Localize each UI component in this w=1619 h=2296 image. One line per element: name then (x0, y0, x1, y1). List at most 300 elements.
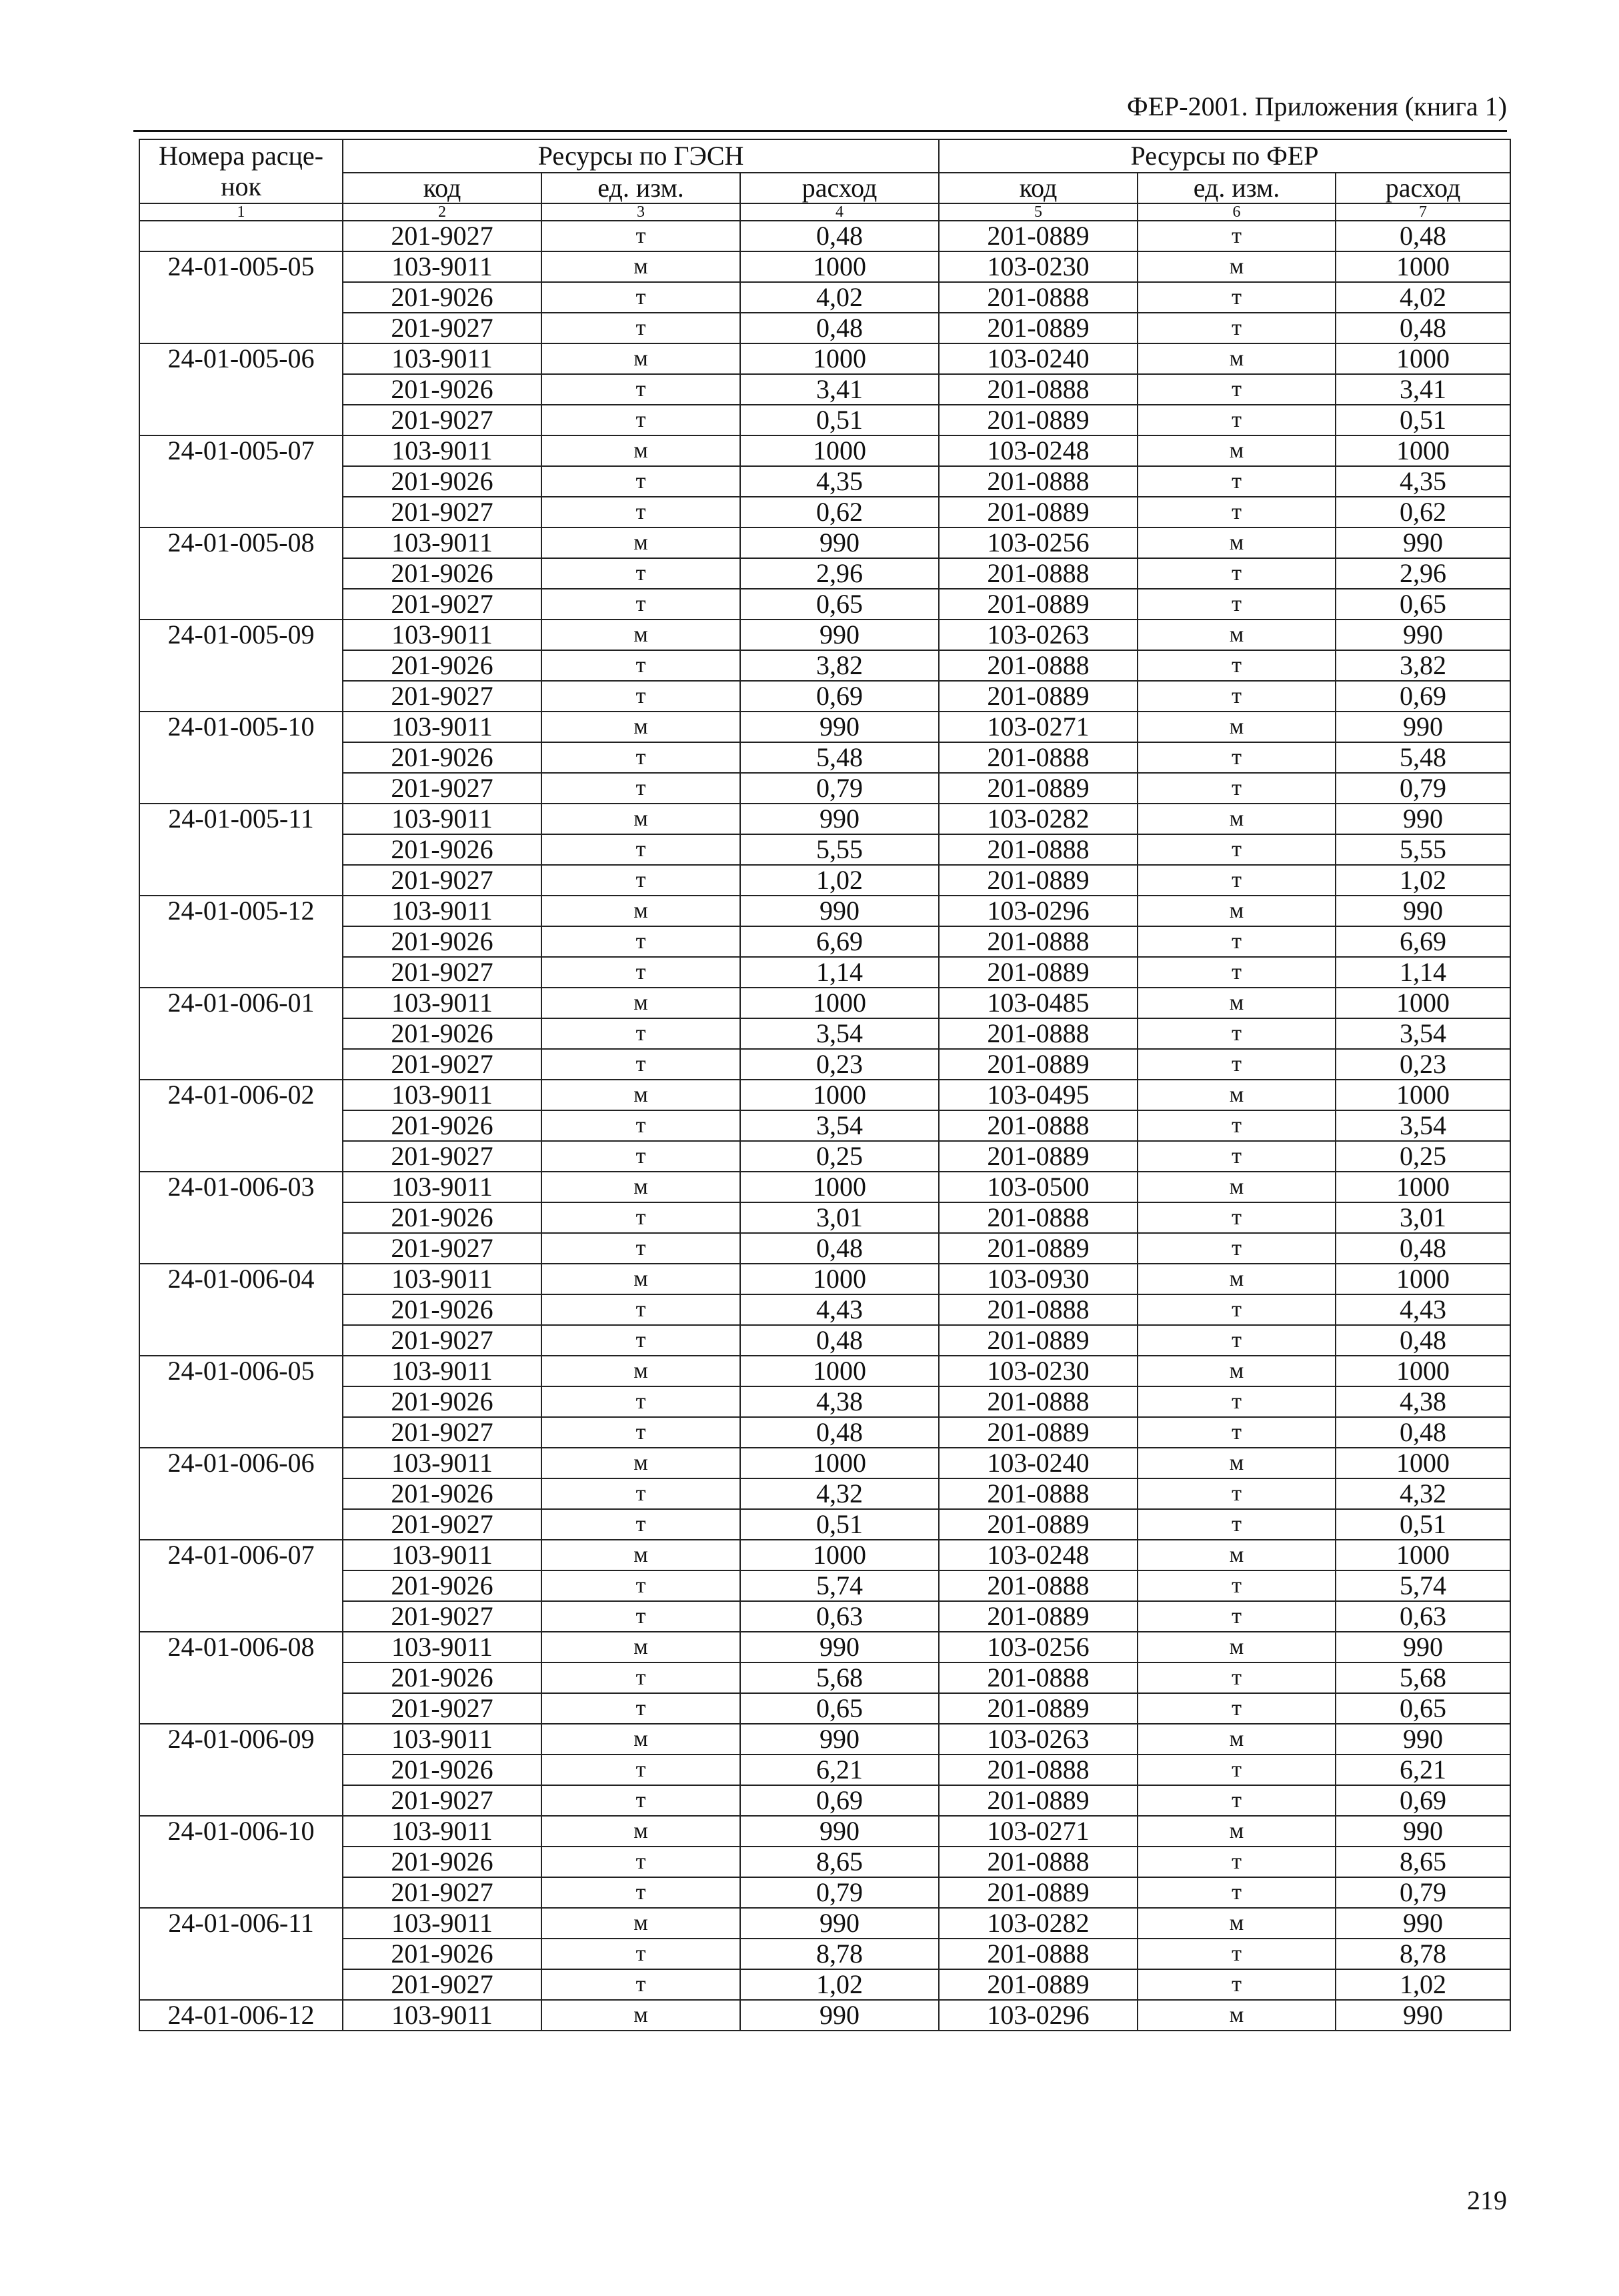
gesn-unit-cell: т (541, 650, 740, 681)
gesn-code-cell: 201-9026 (343, 650, 541, 681)
gesn-unit-cell: т (541, 1417, 740, 1448)
table-row (139, 1233, 1510, 1264)
gesn-unit-cell: т (541, 1693, 740, 1724)
gesn-code-cell: 201-9026 (343, 1570, 541, 1601)
table-row (139, 313, 1510, 343)
gesn-code-cell: 201-9027 (343, 221, 541, 251)
gesn-unit-cell: т (541, 1202, 740, 1233)
fer-unit-cell: т (1138, 1233, 1336, 1264)
gesn-code-cell: 103-9011 (343, 2000, 541, 2031)
gesn-amount-cell: 8,65 (740, 1847, 939, 1877)
fer-amount-cell: 3,82 (1336, 650, 1510, 681)
table-row (139, 1448, 1510, 1478)
gesn-unit-cell: м (541, 1540, 740, 1570)
fer-unit-cell: т (1138, 1939, 1336, 1969)
fer-unit-header: ед. изм. (1138, 173, 1336, 203)
gesn-unit-cell: м (541, 712, 740, 742)
fer-code-cell: 201-0889 (939, 497, 1138, 527)
gesn-code-cell: 201-9027 (343, 957, 541, 988)
table-row (139, 773, 1510, 804)
rate-number-cell: 24-01-006-01 (139, 988, 343, 1018)
gesn-amount-cell: 0,48 (740, 1417, 939, 1448)
gesn-amount-cell: 4,35 (740, 466, 939, 497)
gesn-amount-cell: 0,79 (740, 773, 939, 804)
fer-unit-cell: т (1138, 1294, 1336, 1325)
gesn-amount-cell: 0,51 (740, 1509, 939, 1540)
gesn-unit-cell: т (541, 1018, 740, 1049)
gesn-code-cell: 103-9011 (343, 251, 541, 282)
fer-code-cell: 201-0888 (939, 1570, 1138, 1601)
fer-unit-cell: м (1138, 343, 1336, 374)
rate-number-cell-empty (139, 1847, 343, 1877)
fer-resources-header: Ресурсы по ФЕР (939, 139, 1510, 173)
fer-amount-cell: 4,32 (1336, 1478, 1510, 1509)
gesn-unit-cell: т (541, 221, 740, 251)
gesn-unit-cell: т (541, 1601, 740, 1632)
gesn-amount-cell: 0,69 (740, 681, 939, 712)
gesn-amount-cell: 0,23 (740, 1049, 939, 1080)
gesn-unit-cell: т (541, 1570, 740, 1601)
gesn-amount-cell: 3,54 (740, 1018, 939, 1049)
gesn-amount-cell: 0,25 (740, 1141, 939, 1172)
gesn-amount-cell: 1000 (740, 1356, 939, 1386)
rate-number-cell-empty (139, 313, 343, 343)
gesn-amount-cell: 1000 (740, 343, 939, 374)
gesn-amount-cell: 0,48 (740, 1233, 939, 1264)
fer-code-cell: 103-0485 (939, 988, 1138, 1018)
table-row (139, 1939, 1510, 1969)
rate-number-cell-empty (139, 497, 343, 527)
page-header-title: ФЕР-2001. Приложения (книга 1) (1127, 91, 1507, 121)
gesn-amount-cell: 990 (740, 1632, 939, 1662)
fer-code-cell: 201-0888 (939, 1202, 1138, 1233)
fer-unit-cell: м (1138, 1816, 1336, 1847)
table-head-row-2 (139, 173, 1510, 203)
table-row (139, 1417, 1510, 1448)
fer-amount-cell: 3,01 (1336, 1202, 1510, 1233)
gesn-amount-cell: 1000 (740, 251, 939, 282)
gesn-amount-cell: 4,38 (740, 1386, 939, 1417)
gesn-unit-cell: м (541, 1356, 740, 1386)
gesn-code-cell: 201-9027 (343, 1877, 541, 1908)
gesn-amount-cell: 6,21 (740, 1755, 939, 1785)
fer-unit-cell: т (1138, 1662, 1336, 1693)
gesn-code-cell: 201-9027 (343, 773, 541, 804)
fer-unit-cell: м (1138, 988, 1336, 1018)
table-row (139, 1877, 1510, 1908)
rate-number-cell: 24-01-005-09 (139, 620, 343, 650)
gesn-amount-cell: 0,65 (740, 1693, 939, 1724)
fer-code-cell: 201-0888 (939, 742, 1138, 773)
gesn-code-cell: 103-9011 (343, 1448, 541, 1478)
gesn-unit-cell: т (541, 1785, 740, 1816)
table-row (139, 527, 1510, 558)
fer-amount-cell: 0,51 (1336, 405, 1510, 435)
fer-code-cell: 103-0296 (939, 2000, 1138, 2031)
gesn-amount-cell: 990 (740, 1724, 939, 1755)
table-row (139, 804, 1510, 834)
table-row (139, 1509, 1510, 1540)
fer-amount-cell: 1000 (1336, 1540, 1510, 1570)
rate-number-cell (139, 221, 343, 251)
table-row (139, 1049, 1510, 1080)
gesn-amount-cell: 990 (740, 527, 939, 558)
fer-unit-cell: м (1138, 804, 1336, 834)
fer-unit-cell: т (1138, 282, 1336, 313)
gesn-unit-cell: м (541, 1908, 740, 1939)
fer-code-cell: 103-0282 (939, 804, 1138, 834)
fer-unit-cell: м (1138, 1908, 1336, 1939)
fer-unit-cell: м (1138, 1724, 1336, 1755)
fer-amount-cell: 0,48 (1336, 221, 1510, 251)
gesn-unit-cell: м (541, 1172, 740, 1202)
table-row (139, 1110, 1510, 1141)
fer-unit-cell: т (1138, 650, 1336, 681)
table-row (139, 497, 1510, 527)
fer-amount-cell: 990 (1336, 2000, 1510, 2031)
fer-amount-cell: 0,63 (1336, 1601, 1510, 1632)
gesn-amount-cell: 3,82 (740, 650, 939, 681)
table-row (139, 282, 1510, 313)
rate-number-cell-empty (139, 558, 343, 589)
gesn-code-cell: 201-9026 (343, 834, 541, 865)
fer-unit-cell: м (1138, 620, 1336, 650)
fer-code-cell: 201-0889 (939, 1325, 1138, 1356)
fer-code-cell: 201-0889 (939, 1141, 1138, 1172)
fer-unit-cell: м (1138, 896, 1336, 926)
table-row (139, 865, 1510, 896)
gesn-unit-cell: т (541, 1233, 740, 1264)
fer-code-cell: 201-0888 (939, 1755, 1138, 1785)
rate-number-cell-empty (139, 742, 343, 773)
fer-amount-cell: 0,79 (1336, 1877, 1510, 1908)
gesn-amount-cell: 1,02 (740, 1969, 939, 2000)
table-row (139, 1908, 1510, 1939)
gesn-code-cell: 201-9026 (343, 1939, 541, 1969)
page-number: 219 (1467, 2185, 1507, 2215)
gesn-amount-cell: 1000 (740, 1448, 939, 1478)
gesn-code-cell: 201-9027 (343, 1141, 541, 1172)
gesn-unit-cell: м (541, 1724, 740, 1755)
fer-unit-cell: м (1138, 712, 1336, 742)
rate-number-cell: 24-01-006-11 (139, 1908, 343, 1939)
fer-amount-cell: 3,41 (1336, 374, 1510, 405)
gesn-unit-cell: т (541, 374, 740, 405)
fer-unit-cell: м (1138, 2000, 1336, 2031)
gesn-unit-cell: м (541, 1264, 740, 1294)
fer-code-cell: 103-0248 (939, 435, 1138, 466)
rate-number-cell-empty (139, 1110, 343, 1141)
fer-unit-cell: т (1138, 773, 1336, 804)
fer-amount-cell: 990 (1336, 1632, 1510, 1662)
gesn-amount-cell: 6,69 (740, 926, 939, 957)
gesn-unit-cell: м (541, 1816, 740, 1847)
fer-unit-cell: т (1138, 466, 1336, 497)
rate-number-cell-empty (139, 282, 343, 313)
fer-unit-cell: т (1138, 1570, 1336, 1601)
column-number: 6 (1138, 203, 1336, 221)
rate-number-cell-empty (139, 1877, 343, 1908)
gesn-amount-header: расход (740, 173, 939, 203)
resources-table (139, 139, 1511, 2031)
gesn-code-cell: 103-9011 (343, 620, 541, 650)
fer-amount-cell: 990 (1336, 804, 1510, 834)
fer-unit-cell: т (1138, 834, 1336, 865)
fer-amount-cell: 4,35 (1336, 466, 1510, 497)
rate-number-cell: 24-01-005-08 (139, 527, 343, 558)
fer-unit-cell: м (1138, 435, 1336, 466)
fer-amount-cell: 6,21 (1336, 1755, 1510, 1785)
gesn-amount-cell: 2,96 (740, 558, 939, 589)
rate-number-cell-empty (139, 466, 343, 497)
gesn-amount-cell: 8,78 (740, 1939, 939, 1969)
gesn-code-cell: 201-9026 (343, 1018, 541, 1049)
gesn-code-cell: 103-9011 (343, 988, 541, 1018)
gesn-amount-cell: 0,51 (740, 405, 939, 435)
fer-code-cell: 103-0930 (939, 1264, 1138, 1294)
fer-amount-header: расход (1336, 173, 1510, 203)
fer-code-cell: 103-0296 (939, 896, 1138, 926)
fer-code-cell: 103-0263 (939, 620, 1138, 650)
gesn-amount-cell: 990 (740, 1816, 939, 1847)
fer-code-cell: 201-0889 (939, 1601, 1138, 1632)
gesn-amount-cell: 1,14 (740, 957, 939, 988)
gesn-unit-cell: м (541, 527, 740, 558)
gesn-unit-cell: м (541, 2000, 740, 2031)
fer-code-cell: 201-0889 (939, 1785, 1138, 1816)
gesn-unit-cell: т (541, 742, 740, 773)
fer-unit-cell: т (1138, 1325, 1336, 1356)
fer-unit-cell: т (1138, 1693, 1336, 1724)
fer-unit-cell: м (1138, 251, 1336, 282)
fer-amount-cell: 2,96 (1336, 558, 1510, 589)
fer-unit-cell: т (1138, 589, 1336, 620)
rate-number-cell-empty (139, 1601, 343, 1632)
fer-code-cell: 201-0888 (939, 834, 1138, 865)
rate-number-header-label: Номера расце-нок (159, 141, 323, 201)
fer-code-cell: 201-0888 (939, 1478, 1138, 1509)
table-row (139, 1386, 1510, 1417)
rate-number-cell: 24-01-006-06 (139, 1448, 343, 1478)
fer-code-cell: 201-0888 (939, 374, 1138, 405)
fer-code-cell: 201-0889 (939, 957, 1138, 988)
gesn-code-cell: 201-9027 (343, 865, 541, 896)
column-number: 7 (1336, 203, 1510, 221)
fer-unit-cell: т (1138, 1141, 1336, 1172)
fer-amount-cell: 4,43 (1336, 1294, 1510, 1325)
fer-amount-cell: 990 (1336, 1908, 1510, 1939)
fer-code-cell: 201-0888 (939, 926, 1138, 957)
gesn-code-cell: 201-9027 (343, 1969, 541, 2000)
gesn-code-cell: 103-9011 (343, 1264, 541, 1294)
fer-code-cell: 103-0230 (939, 1356, 1138, 1386)
gesn-amount-cell: 4,02 (740, 282, 939, 313)
gesn-unit-cell: т (541, 1969, 740, 2000)
gesn-code-cell: 201-9027 (343, 1049, 541, 1080)
table-row (139, 1294, 1510, 1325)
rate-number-cell-empty (139, 650, 343, 681)
table-row (139, 374, 1510, 405)
header-rule (133, 130, 1507, 132)
gesn-code-cell: 201-9027 (343, 497, 541, 527)
fer-unit-cell: м (1138, 1080, 1336, 1110)
gesn-unit-cell: т (541, 1755, 740, 1785)
fer-code-cell: 201-0889 (939, 405, 1138, 435)
fer-code-cell: 201-0889 (939, 221, 1138, 251)
fer-unit-cell: т (1138, 497, 1336, 527)
gesn-code-cell: 201-9026 (343, 1294, 541, 1325)
fer-unit-cell: т (1138, 1969, 1336, 2000)
fer-amount-cell: 3,54 (1336, 1110, 1510, 1141)
table-row (139, 896, 1510, 926)
fer-amount-cell: 990 (1336, 620, 1510, 650)
table-row (139, 650, 1510, 681)
gesn-unit-cell: м (541, 804, 740, 834)
column-number: 1 (139, 203, 343, 221)
fer-unit-cell: т (1138, 374, 1336, 405)
fer-code-cell: 201-0889 (939, 1693, 1138, 1724)
gesn-unit-cell: т (541, 1662, 740, 1693)
table-row (139, 1632, 1510, 1662)
fer-amount-cell: 1000 (1336, 343, 1510, 374)
fer-unit-cell: м (1138, 1264, 1336, 1294)
table-row (139, 1356, 1510, 1386)
rate-number-cell-empty (139, 681, 343, 712)
fer-unit-cell: м (1138, 1540, 1336, 1570)
fer-amount-cell: 1000 (1336, 1264, 1510, 1294)
table-row (139, 742, 1510, 773)
fer-code-cell: 103-0256 (939, 527, 1138, 558)
fer-unit-cell: т (1138, 405, 1336, 435)
gesn-unit-cell: м (541, 1632, 740, 1662)
fer-unit-cell: т (1138, 1847, 1336, 1877)
fer-unit-cell: м (1138, 1632, 1336, 1662)
table-row (139, 558, 1510, 589)
gesn-code-cell: 103-9011 (343, 804, 541, 834)
fer-unit-cell: т (1138, 1110, 1336, 1141)
table-row (139, 834, 1510, 865)
table-row (139, 620, 1510, 650)
gesn-unit-cell: т (541, 466, 740, 497)
rate-number-cell: 24-01-006-08 (139, 1632, 343, 1662)
fer-code-cell: 103-0495 (939, 1080, 1138, 1110)
fer-unit-cell: т (1138, 558, 1336, 589)
rate-number-cell: 24-01-006-02 (139, 1080, 343, 1110)
gesn-code-cell: 201-9026 (343, 1386, 541, 1417)
table-row (139, 221, 1510, 251)
gesn-amount-cell: 1000 (740, 1540, 939, 1570)
gesn-code-cell: 103-9011 (343, 1816, 541, 1847)
fer-amount-cell: 1,14 (1336, 957, 1510, 988)
fer-code-cell: 103-0500 (939, 1172, 1138, 1202)
gesn-unit-cell: т (541, 1847, 740, 1877)
fer-code-cell: 103-0230 (939, 251, 1138, 282)
fer-code-cell: 201-0888 (939, 558, 1138, 589)
fer-amount-cell: 1000 (1336, 251, 1510, 282)
gesn-amount-cell: 990 (740, 804, 939, 834)
gesn-code-cell: 201-9026 (343, 926, 541, 957)
fer-code-cell: 201-0888 (939, 282, 1138, 313)
table-row (139, 1693, 1510, 1724)
gesn-unit-header: ед. изм. (541, 173, 740, 203)
gesn-unit-cell: т (541, 589, 740, 620)
gesn-code-cell: 201-9027 (343, 313, 541, 343)
gesn-amount-cell: 0,63 (740, 1601, 939, 1632)
gesn-code-cell: 103-9011 (343, 435, 541, 466)
gesn-amount-cell: 990 (740, 712, 939, 742)
table-row (139, 1325, 1510, 1356)
gesn-unit-cell: т (541, 282, 740, 313)
fer-amount-cell: 0,69 (1336, 1785, 1510, 1816)
gesn-unit-cell: м (541, 251, 740, 282)
fer-amount-cell: 990 (1336, 1724, 1510, 1755)
column-number: 2 (343, 203, 541, 221)
gesn-amount-cell: 0,79 (740, 1877, 939, 1908)
rate-number-cell-empty (139, 1969, 343, 2000)
fer-code-cell: 103-0248 (939, 1540, 1138, 1570)
fer-unit-cell: т (1138, 1601, 1336, 1632)
gesn-unit-cell: м (541, 435, 740, 466)
table-row (139, 1202, 1510, 1233)
gesn-code-cell: 201-9026 (343, 1202, 541, 1233)
fer-unit-cell: т (1138, 221, 1336, 251)
fer-code-cell: 201-0888 (939, 1847, 1138, 1877)
rate-number-cell: 24-01-006-05 (139, 1356, 343, 1386)
gesn-unit-cell: т (541, 1386, 740, 1417)
gesn-unit-cell: м (541, 1080, 740, 1110)
table-row (139, 1601, 1510, 1632)
table-row (139, 1141, 1510, 1172)
fer-unit-cell: т (1138, 1202, 1336, 1233)
table-row (139, 1080, 1510, 1110)
fer-unit-cell: т (1138, 1785, 1336, 1816)
gesn-code-cell: 201-9027 (343, 1693, 541, 1724)
fer-amount-cell: 1000 (1336, 988, 1510, 1018)
gesn-code-cell: 201-9027 (343, 405, 541, 435)
gesn-unit-cell: т (541, 405, 740, 435)
gesn-code-cell: 201-9026 (343, 466, 541, 497)
rate-number-cell-empty (139, 957, 343, 988)
fer-amount-cell: 5,74 (1336, 1570, 1510, 1601)
gesn-unit-cell: м (541, 896, 740, 926)
gesn-unit-cell: м (541, 343, 740, 374)
gesn-code-cell: 201-9026 (343, 282, 541, 313)
fer-amount-cell: 990 (1336, 712, 1510, 742)
table-row (139, 466, 1510, 497)
rate-number-cell: 24-01-006-07 (139, 1540, 343, 1570)
table-row (139, 1172, 1510, 1202)
fer-unit-cell: т (1138, 681, 1336, 712)
fer-amount-cell: 990 (1336, 896, 1510, 926)
gesn-unit-cell: т (541, 1141, 740, 1172)
fer-code-cell: 201-0889 (939, 1233, 1138, 1264)
gesn-amount-cell: 990 (740, 896, 939, 926)
rate-number-cell-empty (139, 926, 343, 957)
gesn-unit-cell: т (541, 1877, 740, 1908)
table-row (139, 251, 1510, 282)
rate-number-cell-empty (139, 374, 343, 405)
fer-amount-cell: 0,65 (1336, 589, 1510, 620)
table-row (139, 957, 1510, 988)
fer-amount-cell: 4,02 (1336, 282, 1510, 313)
gesn-amount-cell: 3,01 (740, 1202, 939, 1233)
gesn-amount-cell: 990 (740, 1908, 939, 1939)
gesn-code-cell: 201-9027 (343, 1233, 541, 1264)
fer-code-cell: 103-0271 (939, 1816, 1138, 1847)
table-row (139, 1264, 1510, 1294)
gesn-unit-cell: т (541, 865, 740, 896)
rate-number-cell: 24-01-005-12 (139, 896, 343, 926)
